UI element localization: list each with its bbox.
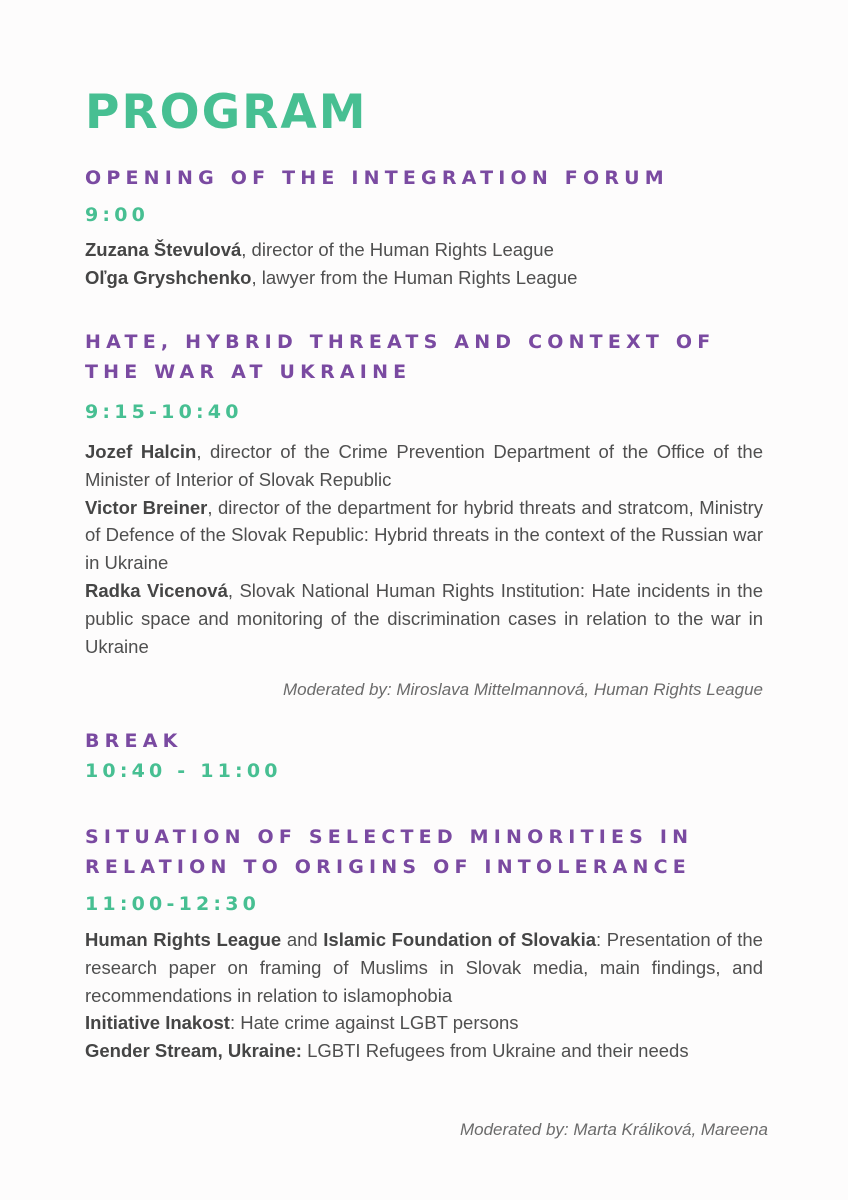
moderator-line: Moderated by: Marta Králiková, Mareena — [459, 1120, 768, 1139]
speaker-name: Zuzana Števulová — [85, 239, 242, 260]
speaker-name: Initiative Inakost — [85, 1012, 230, 1034]
speaker-role: : Hate crime against LGBT persons — [229, 1012, 519, 1034]
speaker-entry — [85, 1037, 763, 1065]
section-heading-break: BREAK — [85, 730, 183, 752]
speaker-role: LGBTI Refugees from Ukraine and their needs — [301, 1040, 689, 1062]
speaker-conjunction: and — [281, 929, 324, 950]
section-time-hate: 9:15-10:40 — [85, 401, 243, 423]
page-title: PROGRAM — [85, 85, 368, 140]
section-heading-hate: HATE, HYBRID THREATS AND CONTEXT OF THE WAR AT UKRAINE — [85, 331, 716, 383]
section-heading-opening: OPENING OF THE INTEGRATION FORUM — [85, 167, 669, 189]
section-time-opening: 9:00 — [85, 204, 150, 226]
speaker-entry — [85, 577, 763, 660]
speaker-name: Gender Stream, Ukraine: — [85, 1040, 302, 1062]
speaker-name: Human Rights League — [85, 929, 282, 950]
speaker-entry — [85, 236, 763, 264]
section-body-opening — [85, 236, 763, 292]
speaker-role: , lawyer from the Human Rights League — [251, 266, 578, 288]
speaker-entry — [85, 438, 763, 494]
speaker-role: , Slovak National Human Rights Institution: Hate incidents in the public space and monitoring of the discrimination cases in relation to the war in Ukraine — [85, 579, 763, 657]
speaker-role: , director of the Crime Prevention Department of the Office of the Minister of Interior of Slovak Republic — [85, 441, 763, 490]
speaker-entry — [85, 494, 763, 577]
section-body-minorities — [85, 926, 763, 1065]
speaker-role: : Presentation of the research paper on framing of Muslims in Slovak media, main findings, and recommendations in relation to islamophobia — [85, 929, 763, 1006]
speaker-name: Oľga Gryshchenko — [85, 266, 252, 288]
speaker-entry — [85, 1009, 763, 1037]
section-body-hate — [85, 438, 763, 660]
speaker-name: Jozef Halcin — [85, 441, 197, 462]
section-heading-minorities: SITUATION OF SELECTED MINORITIES IN RELATION TO ORIGINS OF INTOLERANCE — [85, 826, 694, 878]
speaker-name: Radka Vicenová — [85, 579, 228, 601]
speaker-role: , director of the department for hybrid threats and stratcom, Ministry of Defence of the Slovak Republic: Hybrid threats in the context of the Russian war in Ukraine — [85, 496, 764, 574]
speaker-name: Islamic Foundation of Slovakia — [323, 929, 597, 950]
section-time-break: 10:40 - 11:00 — [85, 760, 282, 782]
speaker-entry — [85, 926, 763, 1009]
speaker-role: , director of the Human Rights League — [241, 239, 554, 260]
moderator-line: Moderated by: Miroslava Mittelmannová, Human Rights League — [282, 680, 763, 699]
section-time-minorities: 11:00-12:30 — [85, 893, 261, 915]
speaker-name: Victor Breiner — [85, 496, 208, 518]
speaker-entry — [85, 264, 763, 292]
